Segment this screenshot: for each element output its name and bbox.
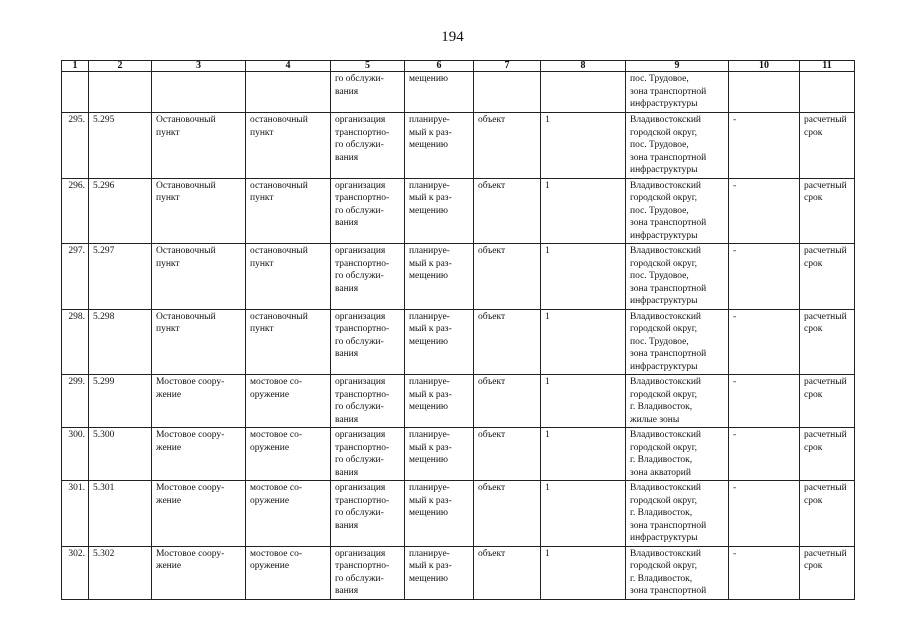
cell-line: организация (335, 377, 386, 387)
cell-line: вания (335, 86, 359, 97)
cell-line: Мостовое соору- (156, 430, 225, 440)
cell-line: пос. Трудовое, (630, 74, 689, 84)
cell-line: транспортно- (335, 258, 390, 269)
table-row (62, 309, 855, 375)
cell-line: го обслужи- (335, 74, 384, 84)
table-cell (405, 244, 474, 310)
header-cell: 9 (626, 61, 729, 72)
table-cell (800, 309, 855, 375)
table-cell (405, 309, 474, 375)
cell-line: вания (335, 467, 359, 478)
table-cell: 296. (62, 178, 89, 244)
cell-line: Остановочный (156, 246, 216, 256)
table-row (62, 546, 855, 599)
cell-line: мещению (409, 508, 449, 518)
table-cell: 5.300 (89, 428, 152, 481)
cell-line: оружение (250, 561, 290, 571)
cell-line: планируе- (409, 115, 450, 125)
cell-line: транспортно- (335, 495, 390, 506)
cell-line: мый к раз- (409, 127, 452, 138)
page-number: 194 (441, 29, 464, 45)
cell-line: инфраструктуры (630, 533, 698, 543)
table-cell: 1 (541, 546, 626, 599)
header-cell: 2 (89, 61, 152, 72)
table-cell (246, 72, 331, 113)
cell-line: зона транспортной (630, 283, 707, 294)
cell-line: инфраструктуры (630, 361, 698, 372)
cell-line: организация (335, 483, 386, 493)
cell-line: го обслужи- (335, 455, 384, 465)
cell-line: остановочный (250, 246, 308, 256)
table-cell (626, 72, 729, 113)
cell-line: инфраструктуры (630, 99, 698, 109)
cell-line: Остановочный (156, 180, 216, 191)
table-cell: 1 (541, 113, 626, 179)
cell-line: Мостовое соору- (156, 483, 225, 493)
cell-line: расчетный (804, 246, 847, 256)
table-cell: 5.297 (89, 244, 152, 310)
cell-line: пос. Трудовое, (630, 205, 689, 216)
cell-line: пос. Трудовое, (630, 140, 689, 150)
cell-line: пос. Трудовое, (630, 336, 689, 347)
cell-line: остановочный (250, 180, 308, 191)
cell-line: расчетный (804, 483, 847, 493)
table-cell (626, 375, 729, 428)
table-cell (800, 375, 855, 428)
table-cell (405, 375, 474, 428)
cell-line: городской округ, (630, 495, 697, 506)
table-cell (62, 72, 89, 113)
cell-line: срок (804, 324, 823, 334)
cell-line: пункт (250, 193, 274, 203)
header-cell: 11 (800, 61, 855, 72)
table-cell (800, 428, 855, 481)
cell-line: инфраструктуры (630, 165, 698, 175)
cell-line: мещению (409, 74, 449, 84)
cell-line: го обслужи- (335, 271, 384, 281)
header-cell: 8 (541, 61, 626, 72)
table-cell (800, 113, 855, 179)
table-cell (800, 481, 855, 547)
table-row (62, 244, 855, 310)
cell-line: мый к раз- (409, 258, 452, 269)
table-cell: 1 (541, 428, 626, 481)
table-cell: 299. (62, 375, 89, 428)
cell-line: мещению (409, 455, 449, 465)
cell-line: пункт (156, 127, 180, 138)
table-cell: объект (474, 546, 541, 599)
cell-line: пункт (250, 127, 274, 138)
table-cell: 5.296 (89, 178, 152, 244)
table-cell (331, 244, 405, 310)
cell-line: организация (335, 115, 386, 125)
table-cell (331, 481, 405, 547)
cell-line: зона транспортной (630, 586, 707, 596)
table-cell: объект (474, 244, 541, 310)
table-cell: 5.302 (89, 546, 152, 599)
cell-line: расчетный (804, 180, 847, 191)
table-cell: - (729, 113, 800, 179)
cell-line: оружение (250, 442, 290, 453)
table-cell (626, 113, 729, 179)
cell-line: г. Владивосток, (630, 455, 693, 465)
cell-line: го обслужи- (335, 336, 384, 347)
table-cell (246, 309, 331, 375)
table-cell: объект (474, 428, 541, 481)
cell-line: Остановочный (156, 115, 216, 125)
cell-line: мостовое со- (250, 548, 302, 559)
cell-line: пункт (250, 324, 274, 334)
table-row (62, 375, 855, 428)
cell-line: расчетный (804, 115, 847, 125)
cell-line: пос. Трудовое, (630, 271, 689, 281)
cell-line: транспортно- (335, 127, 390, 138)
table-cell (626, 178, 729, 244)
cell-line: вания (335, 283, 359, 294)
cell-line: жение (156, 561, 182, 571)
table-cell: 1 (541, 481, 626, 547)
table-cell (405, 546, 474, 599)
cell-line: срок (804, 442, 823, 453)
table-cell (246, 178, 331, 244)
cell-line: организация (335, 311, 386, 322)
cell-line: пункт (156, 193, 180, 203)
cell-line: мещению (409, 205, 449, 216)
cell-line: жилые зоны (630, 414, 680, 425)
table-cell (152, 113, 246, 179)
table-cell: - (729, 546, 800, 599)
table-cell: - (729, 375, 800, 428)
cell-line: мещению (409, 402, 449, 412)
cell-line: планируе- (409, 180, 450, 191)
cell-line: го обслужи- (335, 508, 384, 518)
cell-line: зона транспортной (630, 520, 707, 531)
table-cell: - (729, 244, 800, 310)
table-cell (152, 244, 246, 310)
table-cell (729, 72, 800, 113)
table-cell (246, 375, 331, 428)
cell-line: го обслужи- (335, 402, 384, 412)
cell-line: организация (335, 246, 386, 256)
cell-line: вания (335, 414, 359, 425)
table-cell: объект (474, 309, 541, 375)
cell-line: организация (335, 180, 386, 191)
cell-line: Владивостокский (630, 430, 701, 440)
cell-line: жение (156, 442, 182, 453)
cell-line: г. Владивосток, (630, 508, 693, 518)
cell-line: транспортно- (335, 389, 390, 400)
table-cell (246, 546, 331, 599)
table-cell (800, 72, 855, 113)
table-cell (246, 481, 331, 547)
cell-line: зона акваторий (630, 467, 691, 478)
cell-line: расчетный (804, 430, 847, 440)
table-cell (405, 113, 474, 179)
cell-line: Мостовое соору- (156, 377, 225, 387)
cell-line: мый к раз- (409, 193, 452, 203)
table-cell: 1 (541, 178, 626, 244)
table-cell: 298. (62, 309, 89, 375)
table-cell (331, 546, 405, 599)
cell-line: расчетный (804, 311, 847, 322)
table-cell: 5.299 (89, 375, 152, 428)
cell-line: городской округ, (630, 127, 697, 138)
table-row (62, 428, 855, 481)
cell-line: срок (804, 127, 823, 138)
header-cell: 7 (474, 61, 541, 72)
cell-line: зона транспортной (630, 86, 707, 97)
header-cell: 5 (331, 61, 405, 72)
cell-line: мещению (409, 336, 449, 347)
planning-table (61, 60, 855, 600)
header-cell: 10 (729, 61, 800, 72)
table-cell (152, 375, 246, 428)
header-cell: 4 (246, 61, 331, 72)
table-cell: 302. (62, 546, 89, 599)
cell-line: пункт (250, 258, 274, 269)
table-cell (626, 309, 729, 375)
cell-line: вания (335, 152, 359, 163)
cell-line: организация (335, 430, 386, 440)
table-cell (152, 178, 246, 244)
table-cell (626, 244, 729, 310)
cell-line: пункт (156, 258, 180, 269)
cell-line: мостовое со- (250, 430, 302, 440)
table-cell (246, 428, 331, 481)
cell-line: г. Владивосток, (630, 573, 693, 584)
cell-line: инфраструктуры (630, 296, 698, 306)
header-row (62, 61, 855, 72)
cell-line: мещению (409, 573, 449, 584)
table-row (62, 113, 855, 179)
table-cell (405, 72, 474, 113)
cell-line: транспортно- (335, 561, 390, 571)
table-cell (626, 546, 729, 599)
cell-line: планируе- (409, 246, 450, 256)
cell-line: жение (156, 389, 182, 400)
cell-line: инфраструктуры (630, 230, 698, 241)
cell-line: Мостовое соору- (156, 548, 225, 559)
table-cell (331, 178, 405, 244)
cell-line: зона транспортной (630, 349, 707, 359)
cell-line: жение (156, 495, 182, 506)
table-cell: - (729, 309, 800, 375)
table-cell (405, 481, 474, 547)
table-cell (405, 428, 474, 481)
table-cell (541, 72, 626, 113)
table-cell (405, 178, 474, 244)
table-cell: 5.301 (89, 481, 152, 547)
cell-line: мостовое со- (250, 377, 302, 387)
header-cell: 3 (152, 61, 246, 72)
table-row (62, 178, 855, 244)
cell-line: Владивостокский (630, 483, 701, 493)
table-cell (800, 546, 855, 599)
cell-line: вания (335, 520, 359, 531)
table-cell (331, 375, 405, 428)
header-cell: 6 (405, 61, 474, 72)
cell-line: городской округ, (630, 442, 697, 453)
table-cell: 295. (62, 113, 89, 179)
cell-line: срок (804, 258, 823, 269)
continuation-row (62, 72, 855, 113)
cell-line: мый к раз- (409, 495, 452, 506)
table-cell: 1 (541, 375, 626, 428)
cell-line: мый к раз- (409, 324, 452, 334)
cell-line: городской округ, (630, 324, 697, 334)
cell-line: г. Владивосток, (630, 402, 693, 412)
cell-line: срок (804, 193, 823, 203)
table-cell (331, 113, 405, 179)
cell-line: городской округ, (630, 258, 697, 269)
cell-line: срок (804, 389, 823, 400)
cell-line: мый к раз- (409, 442, 452, 453)
cell-line: Владивостокский (630, 246, 701, 256)
cell-line: мостовое со- (250, 483, 302, 493)
cell-line: планируе- (409, 548, 450, 559)
table-cell (152, 428, 246, 481)
cell-line: вания (335, 218, 359, 228)
cell-line: Владивостокский (630, 377, 701, 387)
table-cell (800, 178, 855, 244)
table-cell (626, 481, 729, 547)
table-cell (152, 546, 246, 599)
cell-line: планируе- (409, 430, 450, 440)
cell-line: планируе- (409, 483, 450, 493)
cell-line: го обслужи- (335, 573, 384, 584)
cell-line: оружение (250, 495, 290, 506)
table-row (62, 481, 855, 547)
cell-line: расчетный (804, 377, 847, 387)
table-cell: - (729, 481, 800, 547)
cell-line: мещению (409, 271, 449, 281)
cell-line: зона транспортной (630, 218, 707, 228)
table-cell: 297. (62, 244, 89, 310)
cell-line: Владивостокский (630, 115, 701, 125)
cell-line: срок (804, 561, 823, 571)
table-cell: 1 (541, 309, 626, 375)
table-cell: - (729, 178, 800, 244)
cell-line: Владивостокский (630, 548, 701, 559)
table-cell: 300. (62, 428, 89, 481)
cell-line: организация (335, 548, 386, 559)
table-cell (152, 72, 246, 113)
cell-line: городской округ, (630, 193, 697, 203)
cell-line: пункт (156, 324, 180, 334)
table-cell: - (729, 428, 800, 481)
cell-line: остановочный (250, 115, 308, 125)
cell-line: мый к раз- (409, 389, 452, 400)
cell-line: Остановочный (156, 311, 216, 322)
table-cell: объект (474, 481, 541, 547)
cell-line: транспортно- (335, 324, 390, 334)
table-cell (246, 244, 331, 310)
cell-line: городской округ, (630, 389, 697, 400)
cell-line: расчетный (804, 548, 847, 559)
table-cell (152, 481, 246, 547)
cell-line: мый к раз- (409, 561, 452, 571)
table-cell: объект (474, 375, 541, 428)
cell-line: вания (335, 349, 359, 359)
table-cell (474, 72, 541, 113)
cell-line: планируе- (409, 377, 450, 387)
header-cell: 1 (62, 61, 89, 72)
cell-line: остановочный (250, 311, 308, 322)
table-cell: объект (474, 178, 541, 244)
table-cell: 5.298 (89, 309, 152, 375)
table-cell (331, 428, 405, 481)
cell-line: го обслужи- (335, 205, 384, 216)
table-cell: 1 (541, 244, 626, 310)
cell-line: оружение (250, 389, 290, 400)
cell-line: Владивостокский (630, 180, 701, 191)
cell-line: го обслужи- (335, 140, 384, 150)
table-cell (331, 72, 405, 113)
cell-line: срок (804, 495, 823, 506)
cell-line: транспортно- (335, 193, 390, 203)
cell-line: Владивостокский (630, 311, 701, 322)
table-cell (331, 309, 405, 375)
cell-line: зона транспортной (630, 152, 707, 163)
table-cell (800, 244, 855, 310)
table-cell: объект (474, 113, 541, 179)
table-cell (152, 309, 246, 375)
table-cell: 5.295 (89, 113, 152, 179)
table-cell (246, 113, 331, 179)
table-cell (626, 428, 729, 481)
cell-line: вания (335, 586, 359, 596)
table-cell: 301. (62, 481, 89, 547)
cell-line: транспортно- (335, 442, 390, 453)
cell-line: городской округ, (630, 561, 697, 571)
table-cell (89, 72, 152, 113)
cell-line: мещению (409, 140, 449, 150)
cell-line: планируе- (409, 311, 450, 322)
